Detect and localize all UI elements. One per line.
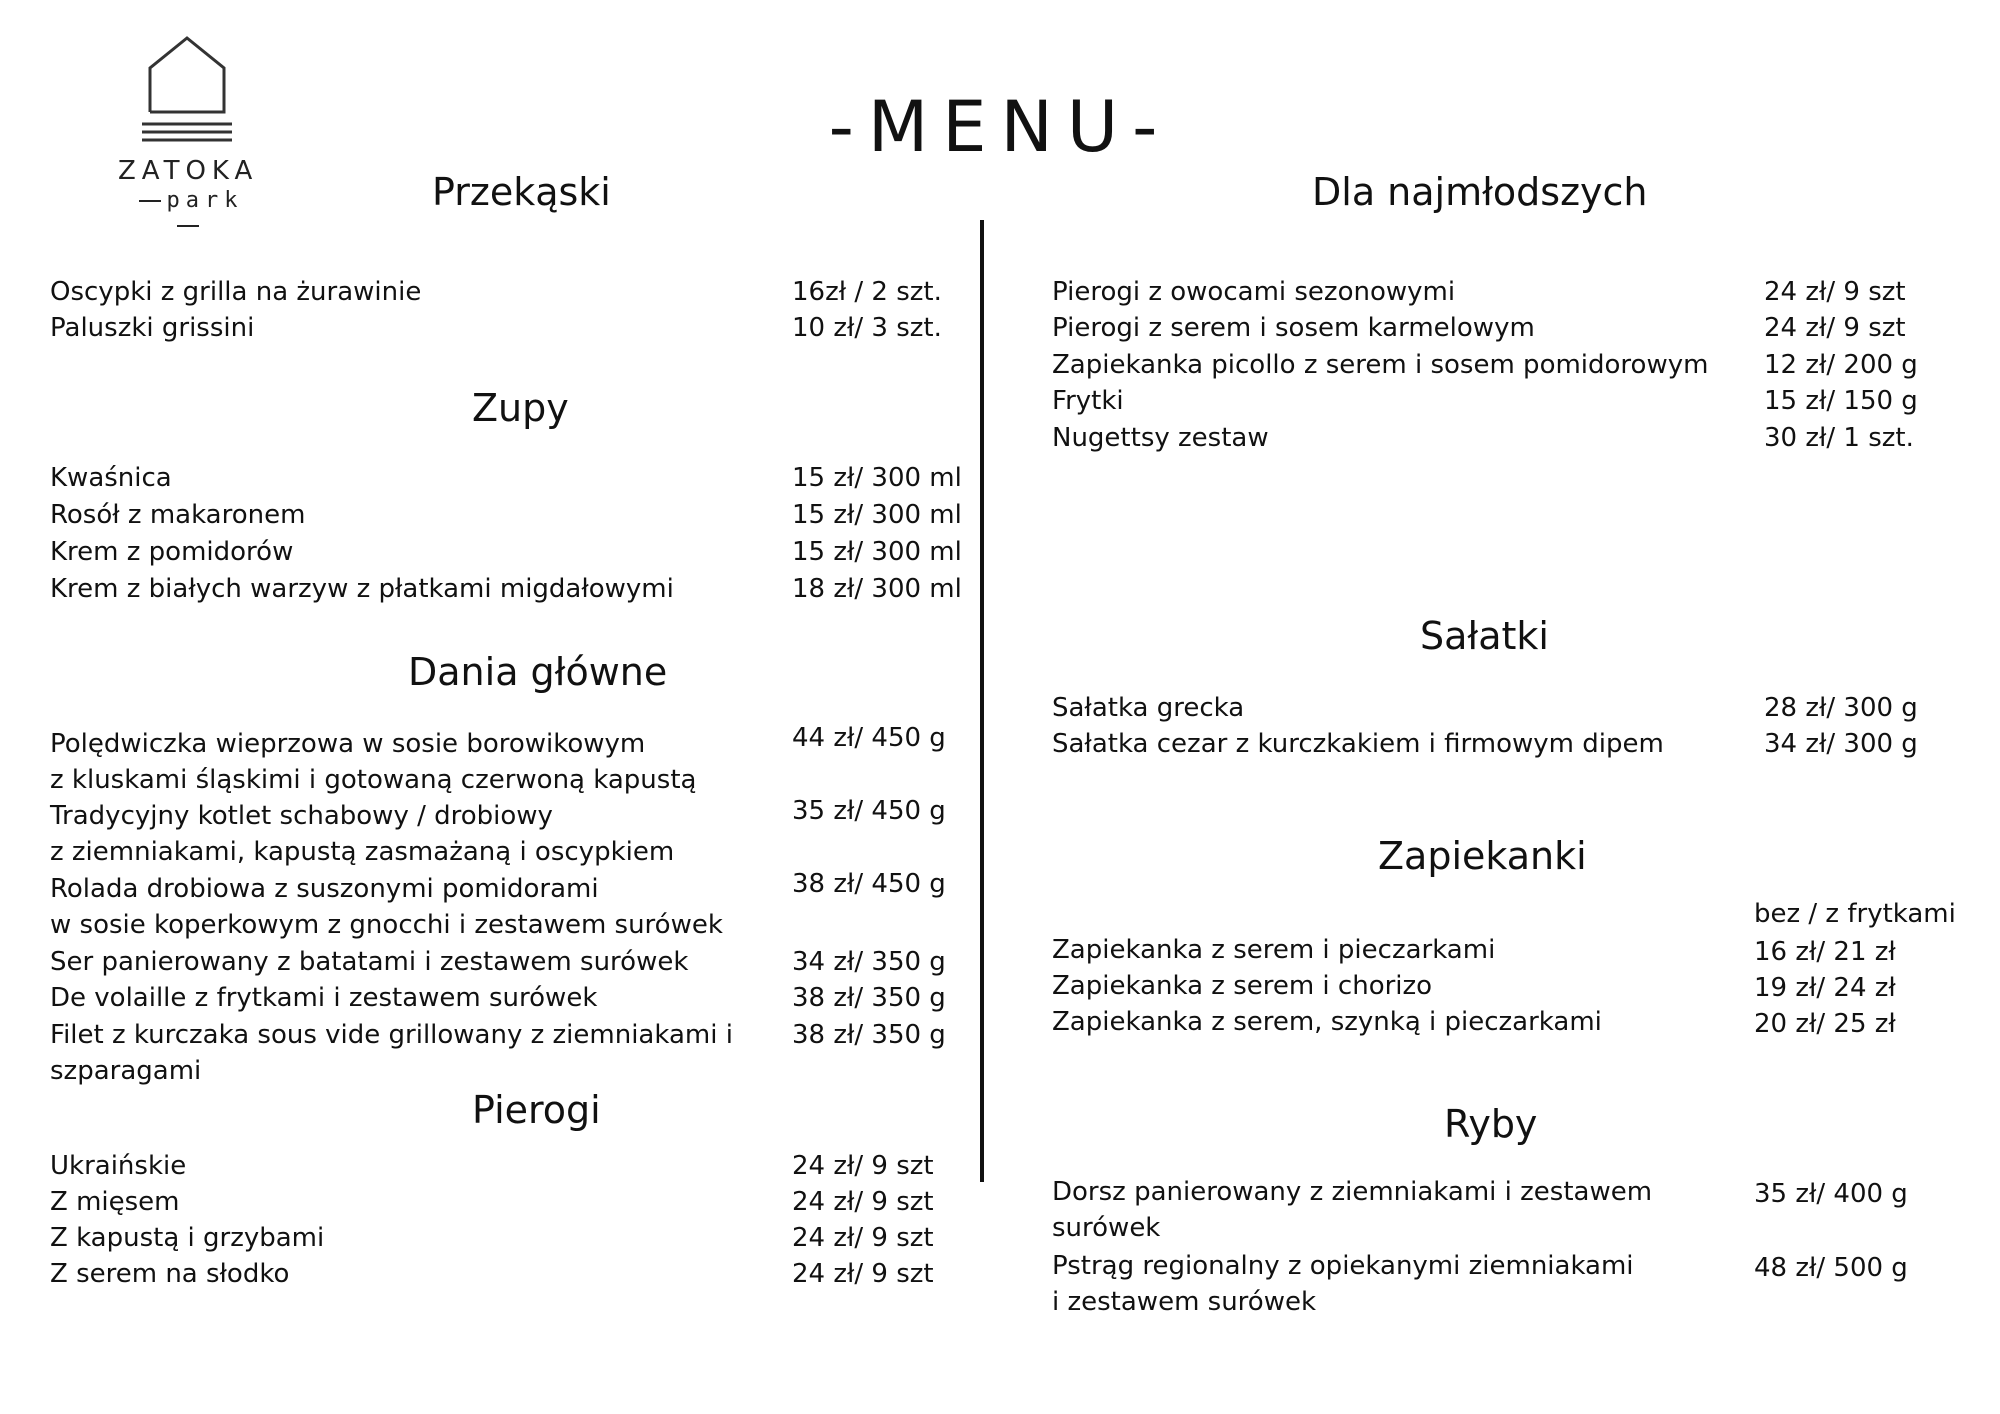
section-heading-dania: Dania główne bbox=[408, 650, 668, 694]
menu-item: Paluszki grissini bbox=[50, 313, 255, 343]
menu-item-desc: z ziemniakami, kapustą zasmażaną i oscypkiem bbox=[50, 837, 675, 867]
menu-item: Z kapustą i grzybami bbox=[50, 1223, 325, 1253]
menu-item-price: 30 zł/ 1 szt. bbox=[1764, 423, 1914, 453]
logo-sub: park bbox=[118, 188, 258, 238]
menu-item-price: 15 zł/ 150 g bbox=[1764, 386, 1918, 416]
section-heading-przekaski: Przekąski bbox=[432, 170, 611, 214]
menu-item-price: 24 zł/ 9 szt bbox=[792, 1151, 934, 1181]
menu-item-price: 12 zł/ 200 g bbox=[1764, 350, 1918, 380]
menu-item: Z serem na słodko bbox=[50, 1259, 290, 1289]
menu-item: Tradycyjny kotlet schabowy / drobiowy bbox=[50, 801, 553, 831]
menu-item-desc: w sosie koperkowym z gnocchi i zestawem surówek bbox=[50, 910, 723, 940]
section-heading-salatki: Sałatki bbox=[1420, 614, 1549, 658]
section-heading-ryby: Ryby bbox=[1444, 1102, 1538, 1146]
menu-item-price: 24 zł/ 9 szt bbox=[1764, 277, 1906, 307]
menu-item: Sałatka cezar z kurczkakiem i firmowym dipem bbox=[1052, 729, 1664, 759]
menu-item-price: 38 zł/ 350 g bbox=[792, 1020, 946, 1050]
menu-item: Rolada drobiowa z suszonymi pomidorami bbox=[50, 874, 599, 904]
section-heading-pierogi: Pierogi bbox=[472, 1088, 601, 1132]
menu-item-price: 16zł / 2 szt. bbox=[792, 277, 942, 307]
menu-item-price: 24 zł/ 9 szt bbox=[792, 1259, 934, 1289]
menu-item: Zapiekanka z serem i pieczarkami bbox=[1052, 935, 1496, 965]
menu-item: Polędwiczka wieprzowa w sosie borowikowym bbox=[50, 729, 646, 759]
menu-item: De volaille z frytkami i zestawem surówek bbox=[50, 983, 598, 1013]
menu-item: Sałatka grecka bbox=[1052, 693, 1245, 723]
logo-name: ZATOKA bbox=[118, 156, 259, 186]
menu-item: Kwaśnica bbox=[50, 463, 172, 493]
menu-item-price: 38 zł/ 350 g bbox=[792, 983, 946, 1013]
menu-item: Oscypki z grilla na żurawinie bbox=[50, 277, 422, 307]
section-heading-dla-najmlodszych: Dla najmłodszych bbox=[1312, 170, 1648, 214]
menu-item-price: 18 zł/ 300 ml bbox=[792, 574, 962, 604]
menu-item: Zapiekanka z serem i chorizo bbox=[1052, 971, 1433, 1001]
menu-item-price: 20 zł/ 25 zł bbox=[1754, 1009, 1896, 1039]
menu-item: Zapiekanka picollo z serem i sosem pomidorowym bbox=[1052, 350, 1709, 380]
menu-item-price: 10 zł/ 3 szt. bbox=[792, 313, 942, 343]
menu-item: Pstrąg regionalny z opiekanymi ziemniakami bbox=[1052, 1251, 1634, 1281]
menu-item-desc: z kluskami śląskimi i gotowaną czerwoną kapustą bbox=[50, 765, 697, 795]
menu-item-price: 38 zł/ 450 g bbox=[792, 869, 946, 899]
menu-item: Zapiekanka z serem, szynką i pieczarkami bbox=[1052, 1007, 1602, 1037]
menu-item-price: 15 zł/ 300 ml bbox=[792, 463, 962, 493]
menu-item: Pierogi z owocami sezonowymi bbox=[1052, 277, 1456, 307]
menu-item-price: 24 zł/ 9 szt bbox=[792, 1223, 934, 1253]
menu-item-price: 34 zł/ 350 g bbox=[792, 947, 946, 977]
menu-item: Ser panierowany z batatami i zestawem surówek bbox=[50, 947, 689, 977]
menu-item-price: 16 zł/ 21 zł bbox=[1754, 937, 1896, 967]
menu-item-price: 35 zł/ 450 g bbox=[792, 796, 946, 826]
menu-item-price: 35 zł/ 400 g bbox=[1754, 1179, 1908, 1209]
menu-item-price: 24 zł/ 9 szt bbox=[1764, 313, 1906, 343]
menu-item: Filet z kurczaka sous vide grillowany z ziemniakami i bbox=[50, 1020, 733, 1050]
menu-item: Pierogi z serem i sosem karmelowym bbox=[1052, 313, 1535, 343]
menu-item-price: 28 zł/ 300 g bbox=[1764, 693, 1918, 723]
menu-item: Nugettsy zestaw bbox=[1052, 423, 1269, 453]
page-title: -MENU- bbox=[828, 86, 1172, 168]
menu-item-desc: i zestawem surówek bbox=[1052, 1287, 1317, 1317]
section-heading-zapiekanki: Zapiekanki bbox=[1378, 834, 1587, 878]
menu-item-price: 15 zł/ 300 ml bbox=[792, 537, 962, 567]
menu-item: Dorsz panierowany z ziemniakami i zestawem bbox=[1052, 1177, 1653, 1207]
menu-item-price: 48 zł/ 500 g bbox=[1754, 1253, 1908, 1283]
menu-item: Frytki bbox=[1052, 386, 1124, 416]
menu-item: Z mięsem bbox=[50, 1187, 180, 1217]
menu-item-price: 19 zł/ 24 zł bbox=[1754, 973, 1896, 1003]
section-heading-zupy: Zupy bbox=[472, 386, 569, 430]
menu-item-desc: surówek bbox=[1052, 1213, 1161, 1243]
menu-item-price: 24 zł/ 9 szt bbox=[792, 1187, 934, 1217]
menu-item: Krem z białych warzyw z płatkami migdałowymi bbox=[50, 574, 674, 604]
menu-item-price: 44 zł/ 450 g bbox=[792, 723, 946, 753]
menu-item: Ukraińskie bbox=[50, 1151, 187, 1181]
column-divider bbox=[980, 220, 984, 1182]
menu-item: Rosół z makaronem bbox=[50, 500, 306, 530]
zapiekanki-price-note: bez / z frytkami bbox=[1754, 899, 1956, 929]
menu-item: Krem z pomidorów bbox=[50, 537, 294, 567]
menu-item-price: 34 zł/ 300 g bbox=[1764, 729, 1918, 759]
menu-item-desc: szparagami bbox=[50, 1056, 202, 1086]
menu-item-price: 15 zł/ 300 ml bbox=[792, 500, 962, 530]
